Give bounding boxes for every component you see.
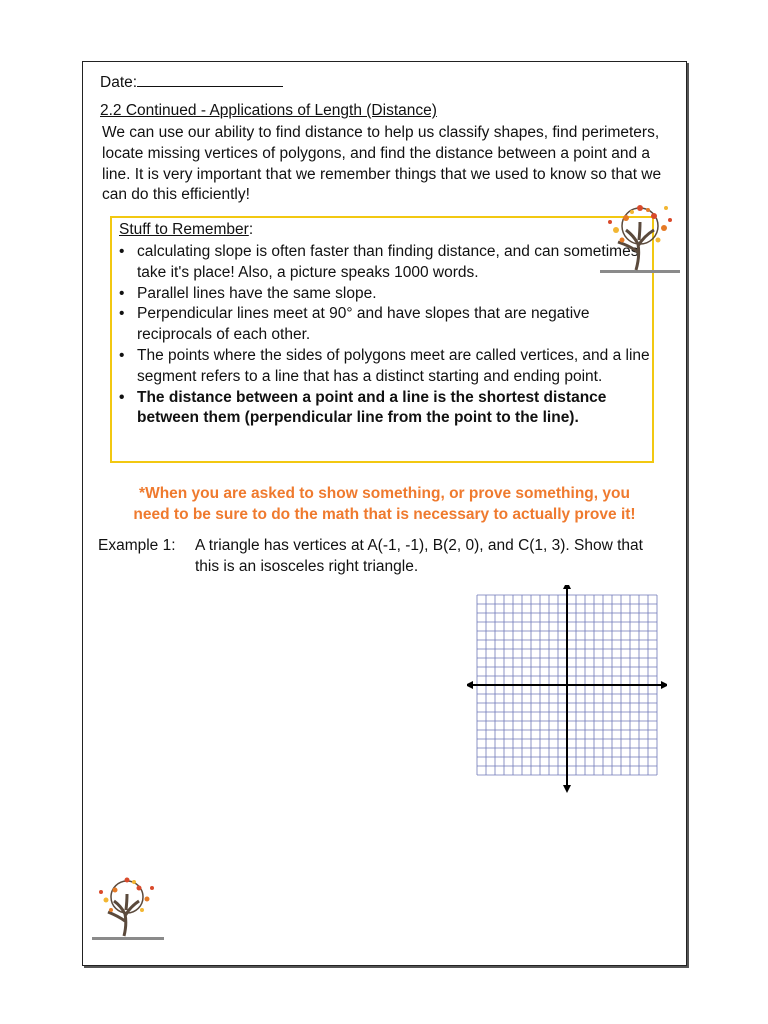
remember-list [118, 242, 656, 429]
list-item-text: Perpendicular lines meet at 90° and have slopes that are negative reciprocals of each other. [137, 305, 590, 344]
intro-paragraph: We can use our ability to find distance to help us classify shapes, find perimeters, locate missing vertices of polygons, and find the distance between a point and a line. It is very important that we remember things that we used to know so that we can do this efficiently! [102, 124, 662, 204]
date-label: Date: [100, 74, 138, 91]
coordinate-grid-icon [467, 585, 667, 793]
example-label: Example 1: [98, 537, 176, 554]
prove-it-warning [83, 483, 686, 525]
list-item [118, 304, 656, 346]
autumn-tree-icon [596, 196, 686, 276]
list-item [118, 388, 656, 430]
list-item-text: The points where the sides of polygons meet are called vertices, and a line segment refers to a line that has a distinct starting and ending point. [137, 346, 650, 385]
list-item [118, 242, 656, 284]
bullet-icon: • [119, 346, 125, 364]
arrow-right-icon [661, 681, 667, 689]
bullet-icon: • [119, 243, 125, 260]
date-blank-line [137, 72, 283, 87]
arrow-left-icon [467, 681, 473, 689]
list-item-text: The distance between a point and a line is the shortest distance between them (perpendicular line from the point to the line). [137, 388, 607, 427]
example-text: A triangle has vertices at A(-1, -1), B(2, 0), and C(1, 3). Show that this is an isosceles right triangle. [195, 537, 643, 575]
autumn-tree-icon [90, 870, 165, 942]
list-item [118, 346, 656, 388]
remember-heading [119, 221, 253, 239]
arrow-down-icon [563, 785, 571, 793]
warning-line-1: *When you are asked to show something, or prove something, you [139, 485, 630, 502]
bullet-icon: • [119, 305, 125, 323]
arrow-up-icon [563, 585, 571, 589]
stuff-to-remember-box [110, 216, 654, 463]
bullet-icon: • [119, 284, 125, 302]
list-item [118, 284, 656, 305]
list-item-text: calculating slope is often faster than finding distance, and can sometimes take it's place! Also, a picture speaks 1000 words. [137, 243, 639, 281]
list-item-text: Parallel lines have the same slope. [137, 284, 377, 302]
date-field [100, 72, 283, 92]
section-title: 2.2 Continued - Applications of Length (Distance) [100, 102, 437, 119]
remember-title-colon: : [248, 221, 254, 238]
warning-line-2: need to be sure to do the math that is necessary to actually prove it! [133, 506, 636, 523]
bullet-icon: • [119, 388, 125, 406]
remember-title: Stuff to Remember [119, 221, 249, 238]
worksheet-page [82, 61, 687, 966]
